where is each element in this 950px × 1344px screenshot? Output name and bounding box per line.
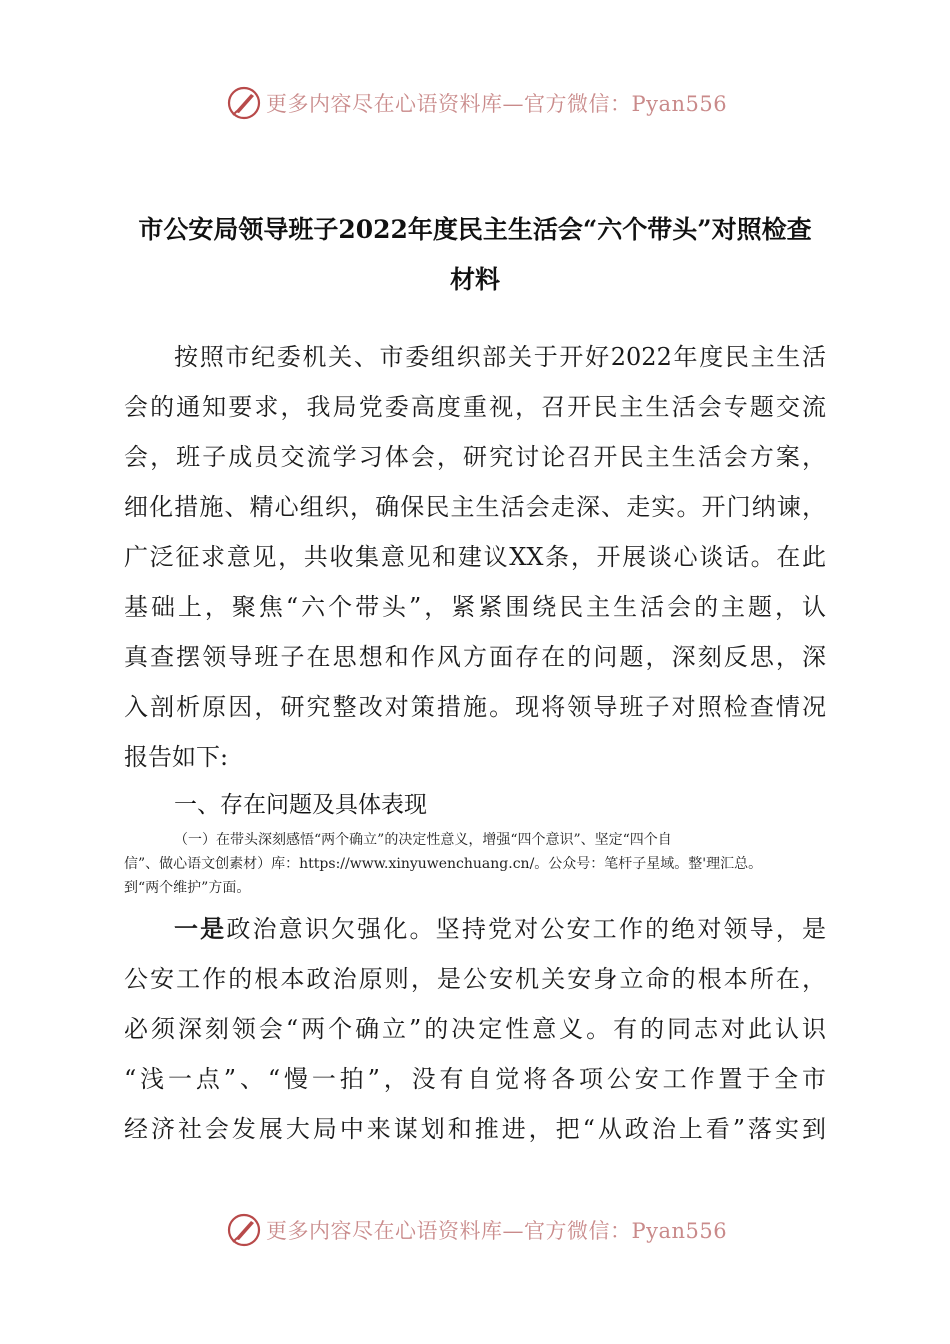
subheading-line: 到“两个维护”方面。 [124, 880, 251, 896]
intro-line: 报告如下: [124, 743, 229, 771]
intro-line: 基础上，聚焦“六个带头”，紧紧围绕民主生活会的主题，认 [124, 593, 826, 621]
paragraph-lead: 一是 [174, 915, 227, 943]
footer-watermark [226, 1212, 727, 1248]
section-heading: 一、存在问题及具体表现 [174, 792, 427, 818]
intro-line: 细化措施、精心组织，确保民主生活会走深、走实。开门纳谏， [124, 493, 826, 521]
paragraph-line: “浅一点”、“慢一拍”，没有自觉将各项公安工作置于全市 [124, 1065, 826, 1093]
paragraph-text: 政治意识欠强化。坚持党对公安工作的绝对领导，是 [226, 915, 827, 943]
intro-line: 真查摆领导班子在思想和作风方面存在的问题，深刻反思，深 [124, 643, 826, 671]
quill-pen-logo-icon [226, 85, 262, 121]
footer-watermark-text: 更多内容尽在心语资料库—官方微信：Pyan556 [266, 1219, 728, 1243]
intro-line: 会的通知要求，我局党委高度重视，召开民主生活会专题交流 [124, 393, 826, 421]
paragraph-line: 公安工作的根本政治原则，是公安机关安身立命的根本所在， [124, 965, 826, 993]
paragraph-line: 经济社会发展大局中来谋划和推进，把“从政治上看”落实到 [124, 1115, 826, 1143]
intro-line: 广泛征求意见，共收集意见和建议XX条，开展谈心谈话。在此 [124, 543, 826, 571]
intro-line: 入剖析原因，研究整改对策措施。现将领导班子对照检查情况 [124, 693, 826, 721]
header-watermark-text: 更多内容尽在心语资料库—官方微信：Pyan556 [266, 92, 728, 116]
document-title-line-1: 市公安局领导班子2022年度民主生活会“六个带头”对照检查 [138, 215, 812, 244]
subheading-line: （一）在带头深刻感悟“两个确立”的决定性意义，增强“四个意识”、坚定“四个自 [174, 832, 672, 848]
intro-line: 会，班子成员交流学习体会，研究讨论召开民主生活会方案， [124, 443, 826, 471]
paragraph-line-first [174, 912, 826, 946]
header-watermark [226, 85, 727, 121]
document-title-line-2: 材料 [449, 265, 500, 294]
paragraph-line: 必须深刻领会“两个确立”的决定性意义。有的同志对此认识 [124, 1015, 826, 1043]
quill-pen-logo-icon [226, 1212, 262, 1248]
intro-line: 按照市纪委机关、市委组织部关于开好2022年度民主生活 [174, 343, 826, 371]
subheading-line: 信”、做心语文创素材）库：https://www.xinyuwenchuang.cn/。公众号：笔杆子星域。整'理汇总。 [124, 856, 763, 872]
